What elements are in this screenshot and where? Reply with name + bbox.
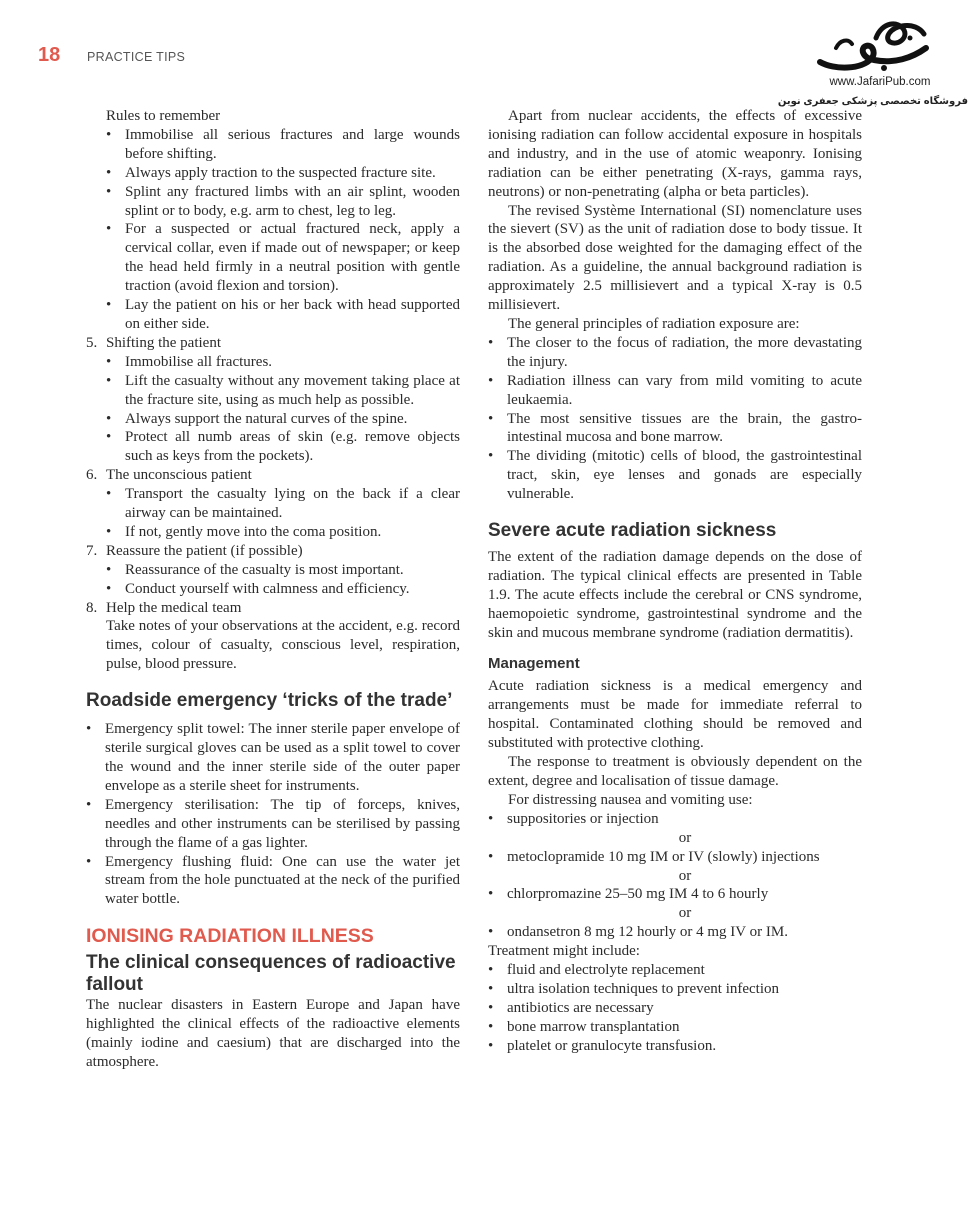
right-column [488, 107, 862, 1056]
list-item: • ondansetron 8 mg 12 hourly or 4 mg IV or IM. [488, 924, 788, 941]
item8-text: Take notes of your observations at the accident, e.g. record times, colour of casualty, conscious level, respiration, pulse, blood pressure. [106, 618, 460, 673]
list-item: • Splint any fractured limbs with an air splint, wooden splint or to body, e.g. arm to chest, leg to leg. [106, 183, 460, 219]
tricks-heading: Roadside emergency ‘tricks of the trade’ [86, 690, 453, 712]
treatment-intro: Treatment might include: [488, 943, 640, 960]
list-item: • Conduct yourself with calmness and efficiency. [106, 580, 410, 597]
list-item: • fluid and electrolyte replacement [488, 962, 705, 979]
tricks-list [86, 720, 460, 909]
list-item: • suppositories or injection [488, 810, 659, 827]
list-item: • The dividing (mitotic) cells of blood, the gastrointestinal tract, skin, eye lenses and gonads are especially vulnerable. [488, 448, 862, 503]
list-item: • The closer to the focus of radiation, the more devastating the injury. [488, 334, 862, 370]
list-item: • metoclopramide 10 mg IM or IV (slowly) injections [488, 848, 820, 865]
numbered-item-8: 8. Help the medical team [86, 599, 242, 616]
consequences-heading: The clinical consequences of radioactive fallout [86, 952, 456, 996]
list-item: • Always apply traction to the suspected fracture site. [106, 164, 436, 181]
management-text-1: Acute radiation sickness is a medical emergency and arrangements must be made for immediate referral to hospital. Contaminated clothing should be removed and substituted with protective clothing. [488, 678, 862, 752]
list-item: • If not, gently move into the coma position. [106, 523, 382, 540]
radiation-para-3: The general principles of radiation exposure are: [508, 315, 800, 332]
list-item: • Emergency sterilisation: The tip of forceps, knives, needles and other instruments can be sterilised by passing through the flame of a gas lighter. [86, 796, 460, 851]
chapter-heading: IONISING RADIATION ILLNESS [86, 925, 374, 948]
list-item: • chlorpromazine 25–50 mg IM 4 to 6 hourly [488, 886, 769, 903]
drug-list [488, 885, 862, 904]
unconscious-list [86, 485, 460, 542]
list-item: • Reassurance of the casualty is most important. [106, 561, 404, 578]
drug-list [488, 810, 862, 829]
publisher-tagline: فروشگاه تخصصی پزشکی جعفری نوین [777, 96, 968, 107]
list-item: • bone marrow transplantation [488, 1018, 680, 1035]
page-number: 18 [38, 44, 61, 66]
list-item: • Lift the casualty without any movement taking place at the fracture site, using as much help as possible. [106, 372, 460, 408]
publisher-url: www.JafariPub.com [829, 76, 931, 88]
reassure-list [86, 561, 460, 599]
rules-heading: Rules to remember [106, 108, 221, 124]
numbered-item-7: 7. Reassure the patient (if possible) [86, 542, 303, 559]
list-item: • Radiation illness can vary from mild vomiting to acute leukaemia. [488, 372, 862, 408]
consequences-text: The nuclear disasters in Eastern Europe and Japan have highlighted the clinical effects of the radioactive elements (mainly iodine and caesium) that are discharged into the atmosphere. [86, 997, 460, 1070]
radiation-para-1: Apart from nuclear accidents, the effects of excessive ionising radiation can follow accidental exposure in hospitals and industry, and in the use of atomic weaponry. Ionising radiation can be either penetrating (X-rays, gamma rays, neutrons) or non-penetrating (alpha or beta particles). [488, 108, 862, 200]
list-item: • Immobilise all fractures. [106, 353, 273, 370]
or-label: or [678, 905, 692, 922]
list-item: • Transport the casualty lying on the back if a clear airway can be maintained. [106, 486, 460, 522]
drug-list [488, 848, 862, 867]
list-item: • Lay the patient on his or her back with head supported on either side. [106, 297, 460, 332]
treatment-list [488, 961, 862, 1056]
list-item: • For a suspected or actual fractured neck, apply a cervical collar, even if made out of newspaper; or keep the head held firmly in a neutral position with gentle traction (avoid flexion and torsion). [106, 221, 460, 295]
list-item: • antibiotics are necessary [488, 999, 654, 1016]
numbered-item-5: 5. Shifting the patient [86, 334, 221, 351]
severe-heading: Severe acute radiation sickness [488, 520, 777, 542]
publisher-logo [777, 18, 968, 114]
list-item: • Emergency split towel: The inner sterile paper envelope of sterile surgical gloves can be used as a split towel to cover the wound and the inner sterile side of the outer paper envelope as a sterile sheet for instruments. [86, 721, 460, 794]
rules-list [86, 126, 460, 334]
or-label: or [678, 829, 692, 846]
left-column [86, 107, 460, 1072]
list-item: • ultra isolation techniques to prevent infection [488, 980, 780, 997]
numbered-item-6: 6. The unconscious patient [86, 467, 252, 484]
radiation-para-2: The revised Système International (SI) nomenclature uses the sievert (SV) as the unit of radiation dose to body tissue. It is the absorbed dose weighted for the damaging effect of the radiation. As a guideline, the annual background radiation is approximately 2.5 millisievert and a typical X-ray is 0.5 millisievert. [488, 202, 862, 314]
list-item: • Always support the natural curves of the spine. [106, 410, 408, 427]
management-text-3: For distressing nausea and vomiting use: [508, 791, 753, 808]
management-heading: Management [488, 654, 580, 672]
or-label: or [678, 867, 692, 884]
principles-list [488, 334, 862, 504]
list-item: • platelet or granulocyte transfusion. [488, 1037, 717, 1054]
list-item: • Protect all numb areas of skin (e.g. remove objects such as keys from the pockets). [106, 429, 460, 465]
drug-list [488, 923, 862, 942]
logo-calligraphy-icon [814, 18, 934, 76]
running-title: PRACTICE TIPS [87, 50, 186, 64]
shifting-list [86, 353, 460, 466]
severe-text: The extent of the radiation damage depends on the dose of radiation. The typical clinical effects are presented in Table 1.9. The acute effects include the cerebral or CNS syndrome, haemopoietic syndrome, gastrointestinal syndrome and the skin and mucous membrane syndrome (radiation dermatitis). [488, 549, 862, 641]
management-text-2: The response to treatment is obviously dependent on the extent, degree and localisation of tissue damage. [488, 754, 862, 789]
list-item: • Immobilise all serious fractures and large wounds before shifting. [106, 126, 460, 162]
list-item: • Emergency flushing fluid: One can use the water jet stream from the hole punctuated at the neck of the purified water bottle. [86, 853, 460, 908]
list-item: • The most sensitive tissues are the brain, the gastro-intestinal mucosa and bone marrow. [488, 410, 862, 446]
